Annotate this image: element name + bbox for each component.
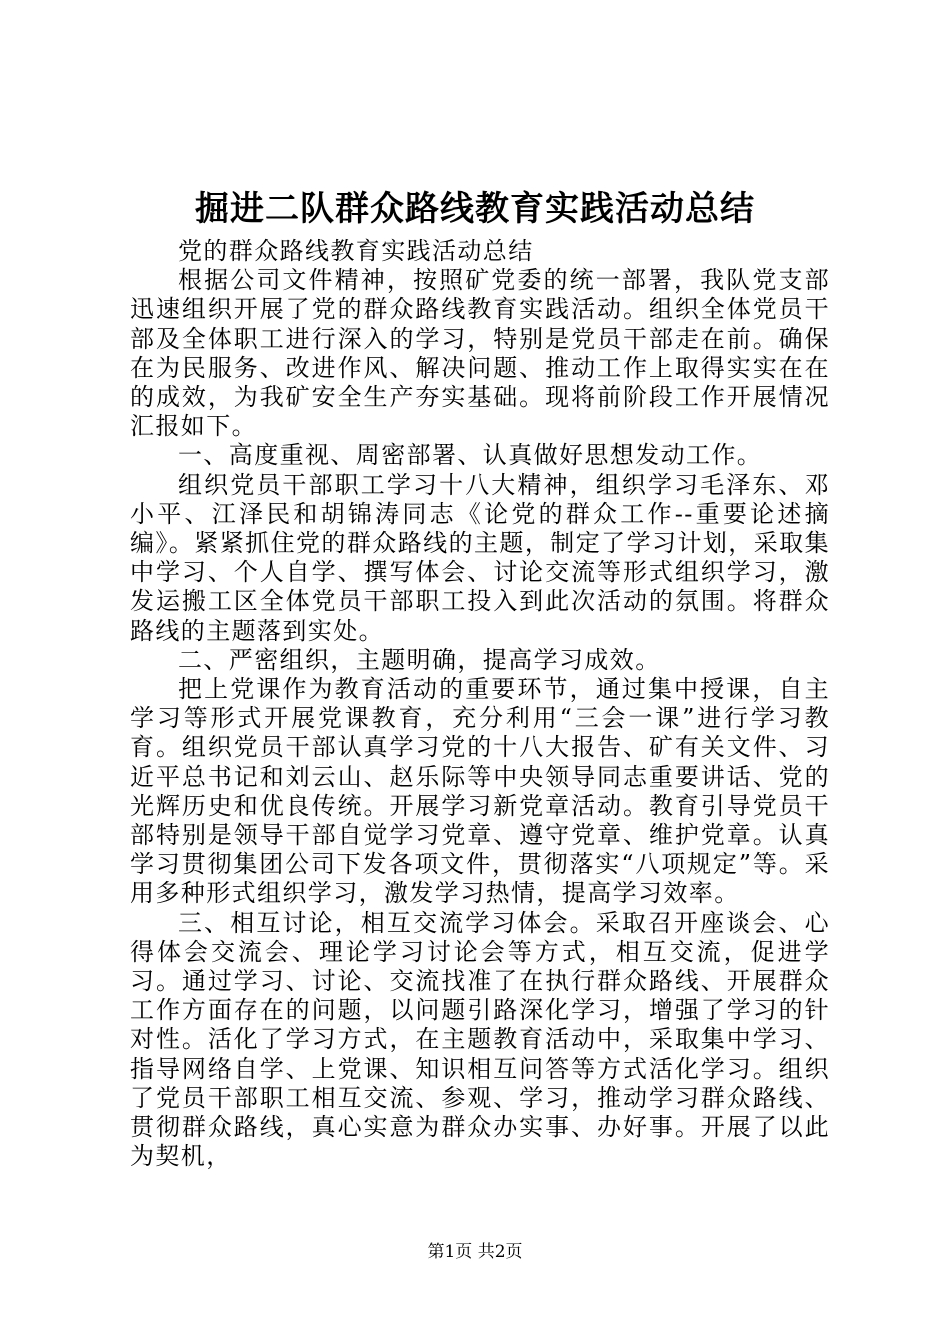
paragraph-subtitle: 党的群众路线教育实践活动总结 (178, 237, 534, 265)
document-title: 掘进二队群众路线教育实践活动总结 (195, 189, 755, 229)
paragraph-section-2: 把上党课作为教育活动的重要环节，通过集中授课，自主学习等形式开展党课教育，充分利用“三会一课”进行学习教育。组织党员干部认真学习党的十八大报告、矿有关文件、习近平总书记和刘云山、赵乐际等中央领导同志重要讲话、党的光辉历史和优良传统。开展学习新党章活动。教育引导党员干部特别是领导干部自觉学习党章、遵守党章、维护党章。认真学习贯彻集团公司下发各项文件，贯彻落实“八项规定”等。采用多种形式组织学习，激发学习热情，提高学习效率。 (130, 675, 830, 908)
paragraph-intro: 根据公司文件精神，按照矿党委的统一部署，我队党支部迅速组织开展了党的群众路线教育实践活动。组织全体党员干部及全体职工进行深入的学习，特别是党员干部走在前。确保在为民服务、改进作风、解决问题、推动工作上取得实实在在的成效，为我矿安全生产夯实基础。现将前阶段工作开展情况汇报如下。 (130, 266, 830, 441)
section-heading-2: 二、严密组织，主题明确，提高学习成效。 (178, 645, 661, 674)
page-footer: 第1页 共2页 (427, 1242, 523, 1262)
paragraph-section-3: 三、相互讨论，相互交流学习体会。采取召开座谈会、心得体会交流会、理论学习讨论会等方式，相互交流，促进学习。通过学习、讨论、交流找准了在执行群众路线、开展群众工作方面存在的问题，以问题引路深化学习，增强了学习的针对性。活化了学习方式，在主题教育活动中，采取集中学习、指导网络自学、上党课、知识相互问答等方式活化学习。组织了党员干部职工相互交流、参观、学习，推动学习群众路线、贯彻群众路线，真心实意为群众办实事、办好事。开展了以此为契机， (130, 908, 830, 1171)
document-body (130, 237, 830, 1172)
section-heading-1: 一、高度重视、周密部署、认真做好思想发动工作。 (178, 441, 763, 470)
paragraph-section-1: 组织党员干部职工学习十八大精神，组织学习毛泽东、邓小平、江泽民和胡锦涛同志《论党的群众工作--重要论述摘编》。紧紧抓住党的群众路线的主题，制定了学习计划，采取集中学习、个人自学、撰写体会、讨论交流等形式组织学习，激发运搬工区全体党员干部职工投入到此次活动的氛围。将群众路线的主题落到实处。 (130, 470, 830, 645)
